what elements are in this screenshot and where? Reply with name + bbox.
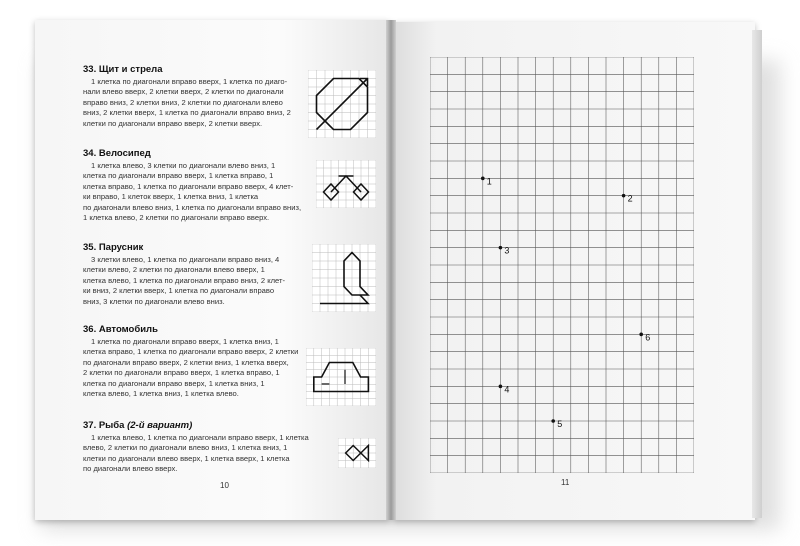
dot-grid [430,57,694,473]
exercise-text-line: 1 клетка по диагонали вправо вверх, 1 клетка вниз, 1 [91,337,279,346]
page-number-right: 11 [561,478,570,487]
exercise-title: 34. Велосипед [83,148,151,159]
grid-point-label: 5 [557,419,563,429]
exercise-text-line: вправо вниз, 2 клетки вниз, 2 клетки по диагонали влево [83,97,283,107]
exercise-text-line: 2 клетки по диагонали вправо вверх, 1 клетка вправо, 1 [83,368,280,378]
exercise-text-line: 1 клетка влево, 2 клетки по диагонали вправо вверх. [83,213,270,223]
exercise-text-line: ки вниз, 2 клетки вверх, 1 клетка по диагонали вправо [83,286,275,296]
exercise-text-line: вниз, 3 клетки по диагонали влево вниз. [83,296,225,306]
exercise-title: 33. Щит и стрела [83,64,163,75]
grid-point-label: 1 [486,176,492,187]
grid-point-4 [499,385,503,389]
exercise-text-line: клетка по диагонали вправо вверх, 1 клетка вправо, 1 [83,171,274,181]
grid-point-6 [639,333,643,337]
exercise-title-variant: (2-й вариант) [127,420,193,431]
exercise-text-line: вниз, 2 клетки вверх, 1 клетка по диагонали вправо вниз, 2 [83,108,291,118]
exercise-33 [83,64,308,129]
grid-point-2 [622,194,626,198]
exercise-text-line: нали влево вверх, 2 клетки вверх, 2 клетки по диагонали [83,87,284,97]
exercise-text-line: 1 клетка влево, 1 клетка по диагонали вправо вверх, 1 клетка [91,433,309,442]
exercise-text-line: влево, 2 клетки по диагонали влево вниз, 1 клетка вниз, 1 [83,443,288,453]
exercise-title: 36. Автомобиль [83,324,158,335]
exercise-text-line: клетка влево, 1 клетка по диагонали вправо вниз, 2 клет- [83,275,286,285]
sailboat-figure [312,244,376,312]
exercise-text-line: ки вправо, 1 клеток вверх, 1 клетка вниз, 1 клетка [83,192,259,202]
exercise-title: 35. Парусник [83,242,144,253]
exercise-text-line: 1 клетка по диагонали вправо вверх, 1 клетка по диаго- [91,77,288,86]
grid-point-1 [481,177,485,181]
page-number-left: 10 [220,481,229,490]
book-spine [386,20,396,520]
exercise-text-line: клетки по диагонали вправо вверх, 2 клетки вверх. [83,118,263,128]
fish-figure [338,438,376,468]
exercise-text-line: клетка по диагонали вправо вверх, 1 клетка вниз, 1 [83,378,265,388]
exercise-text-line: клетки по диагонали влево вверх, 1 клетка вверх, 1 клетка [83,453,290,463]
exercise-text-line: клетка вправо, 1 клетка по диагонали вправо вверх, 4 клет- [83,181,294,191]
exercise-text-line: клетка влево, 1 клетка вниз, 1 клетка влево. [83,389,239,399]
page-stack-edge [752,30,762,518]
bicycle-figure [316,160,376,208]
exercise-34 [83,148,308,223]
grid-point-label: 4 [504,384,510,395]
exercise-title [83,420,308,431]
exercise-text-line: по диагонали влево вверх. [83,464,178,474]
exercise-text-line: по диагонали влево вниз, 1 клетка по диагонали вправо вниз, [83,202,302,212]
grid-point-5 [551,419,555,423]
exercise-text-line: 3 клетки влево, 1 клетка по диагонали вправо вниз, 4 [91,255,280,264]
exercise-text-line: клетки влево, 2 клетки по диагонали влево вверх, 1 [83,265,265,275]
exercise-title-main: 37. Рыба [83,420,128,431]
grid-point-3 [499,246,503,250]
grid-point-label: 2 [627,193,633,204]
grid-point-label: 6 [645,332,651,343]
exercise-35 [83,242,308,307]
grid-point-label: 3 [504,245,510,256]
exercise-text-line: клетка вправо, 1 клетка по диагонали вправо вверх, 2 клетки [83,347,299,357]
exercise-36 [83,324,308,399]
exercise-text-line: по диагонали вправо вверх, 2 клетки вниз, 1 клетка вверх, [83,357,289,367]
car-figure [306,348,376,406]
exercise-text-line: 1 клетка влево, 3 клетки по диагонали влево вниз, 1 [91,161,276,170]
shield-arrow-figure [308,70,376,138]
exercise-37 [83,420,308,475]
